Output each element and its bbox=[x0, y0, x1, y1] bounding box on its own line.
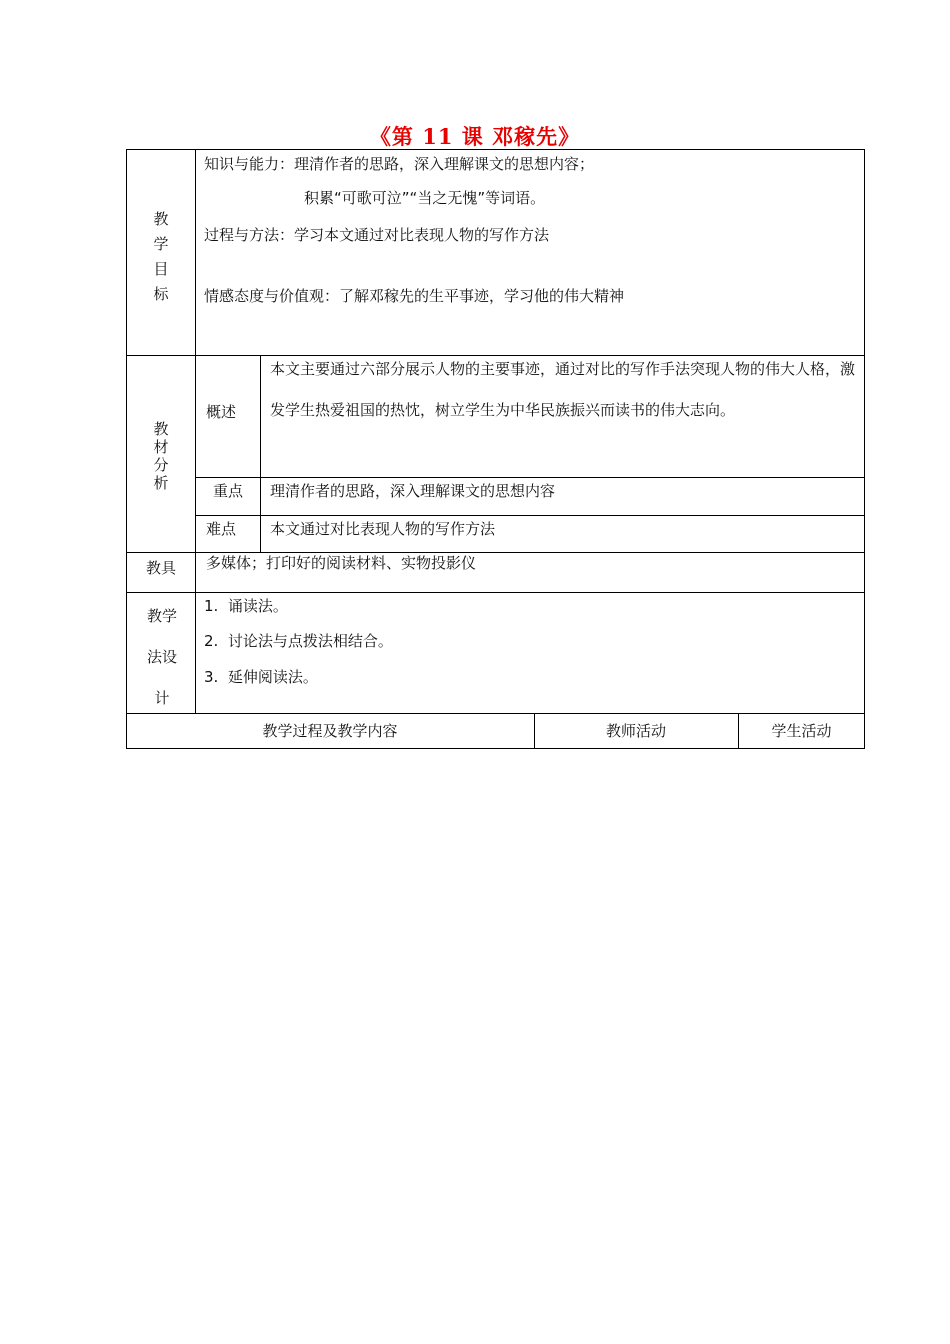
tools-label: 教具 bbox=[146, 559, 177, 577]
goals-label-char: 目 bbox=[153, 260, 169, 278]
method-item: 1. 诵读法。 bbox=[204, 597, 288, 615]
method-label-line: 计 bbox=[154, 689, 170, 707]
key-point-label: 重点 bbox=[213, 482, 244, 500]
goals-label-char: 教 bbox=[153, 210, 169, 228]
analysis-label-char: 材 bbox=[153, 438, 169, 456]
column-header-teacher: 教师活动 bbox=[605, 722, 666, 740]
difficult-point-text: 本文通过对比表现人物的写作方法 bbox=[270, 520, 496, 538]
method-item: 3. 延伸阅读法。 bbox=[204, 668, 318, 686]
row-divider bbox=[126, 713, 865, 714]
goal-process: 过程与方法：学习本文通过对比表现人物的写作方法 bbox=[204, 226, 550, 244]
row-divider bbox=[126, 592, 865, 593]
analysis-label-char: 析 bbox=[153, 474, 169, 492]
row-divider bbox=[196, 477, 865, 478]
document-title: 《第 11 课 邓稼先》 bbox=[369, 124, 581, 149]
column-divider bbox=[195, 149, 196, 713]
key-point-text: 理清作者的思路，深入理解课文的思想内容 bbox=[270, 482, 556, 500]
column-divider bbox=[260, 355, 261, 552]
analysis-label-char: 分 bbox=[153, 456, 169, 474]
goal-attitude: 情感态度与价值观：了解邓稼先的生平事迹，学习他的伟大精神 bbox=[204, 287, 625, 305]
overview-label: 概述 bbox=[206, 403, 237, 421]
method-label bbox=[140, 596, 184, 719]
method-item: 2. 讨论法与点拨法相结合。 bbox=[204, 632, 393, 650]
method-label-line: 法设 bbox=[146, 648, 177, 666]
analysis-label bbox=[141, 420, 181, 492]
goal-vocabulary: 积累“可歌可泣”“当之无愧”等词语。 bbox=[304, 189, 546, 207]
tools-text: 多媒体；打印好的阅读材料、实物投影仪 bbox=[206, 554, 477, 572]
goal-knowledge: 知识与能力：理清作者的思路，深入理解课文的思想内容； bbox=[204, 155, 595, 173]
column-header-content: 教学过程及教学内容 bbox=[262, 722, 398, 740]
goals-label-char: 学 bbox=[153, 235, 169, 253]
difficult-point-label: 难点 bbox=[206, 520, 237, 538]
row-divider bbox=[196, 515, 865, 516]
overview-text: 本文主要通过六部分展示人物的主要事迹，通过对比的写作手法突现人物的伟大人格，激发学生热爱祖国的热忱，树立学生为中华民族振兴而读书的伟大志向。 bbox=[270, 360, 856, 419]
goals-label bbox=[141, 207, 181, 307]
column-header-student: 学生活动 bbox=[771, 722, 832, 740]
method-label-line: 教学 bbox=[146, 607, 177, 625]
analysis-label-char: 教 bbox=[153, 420, 169, 438]
goals-label-char: 标 bbox=[153, 285, 169, 303]
